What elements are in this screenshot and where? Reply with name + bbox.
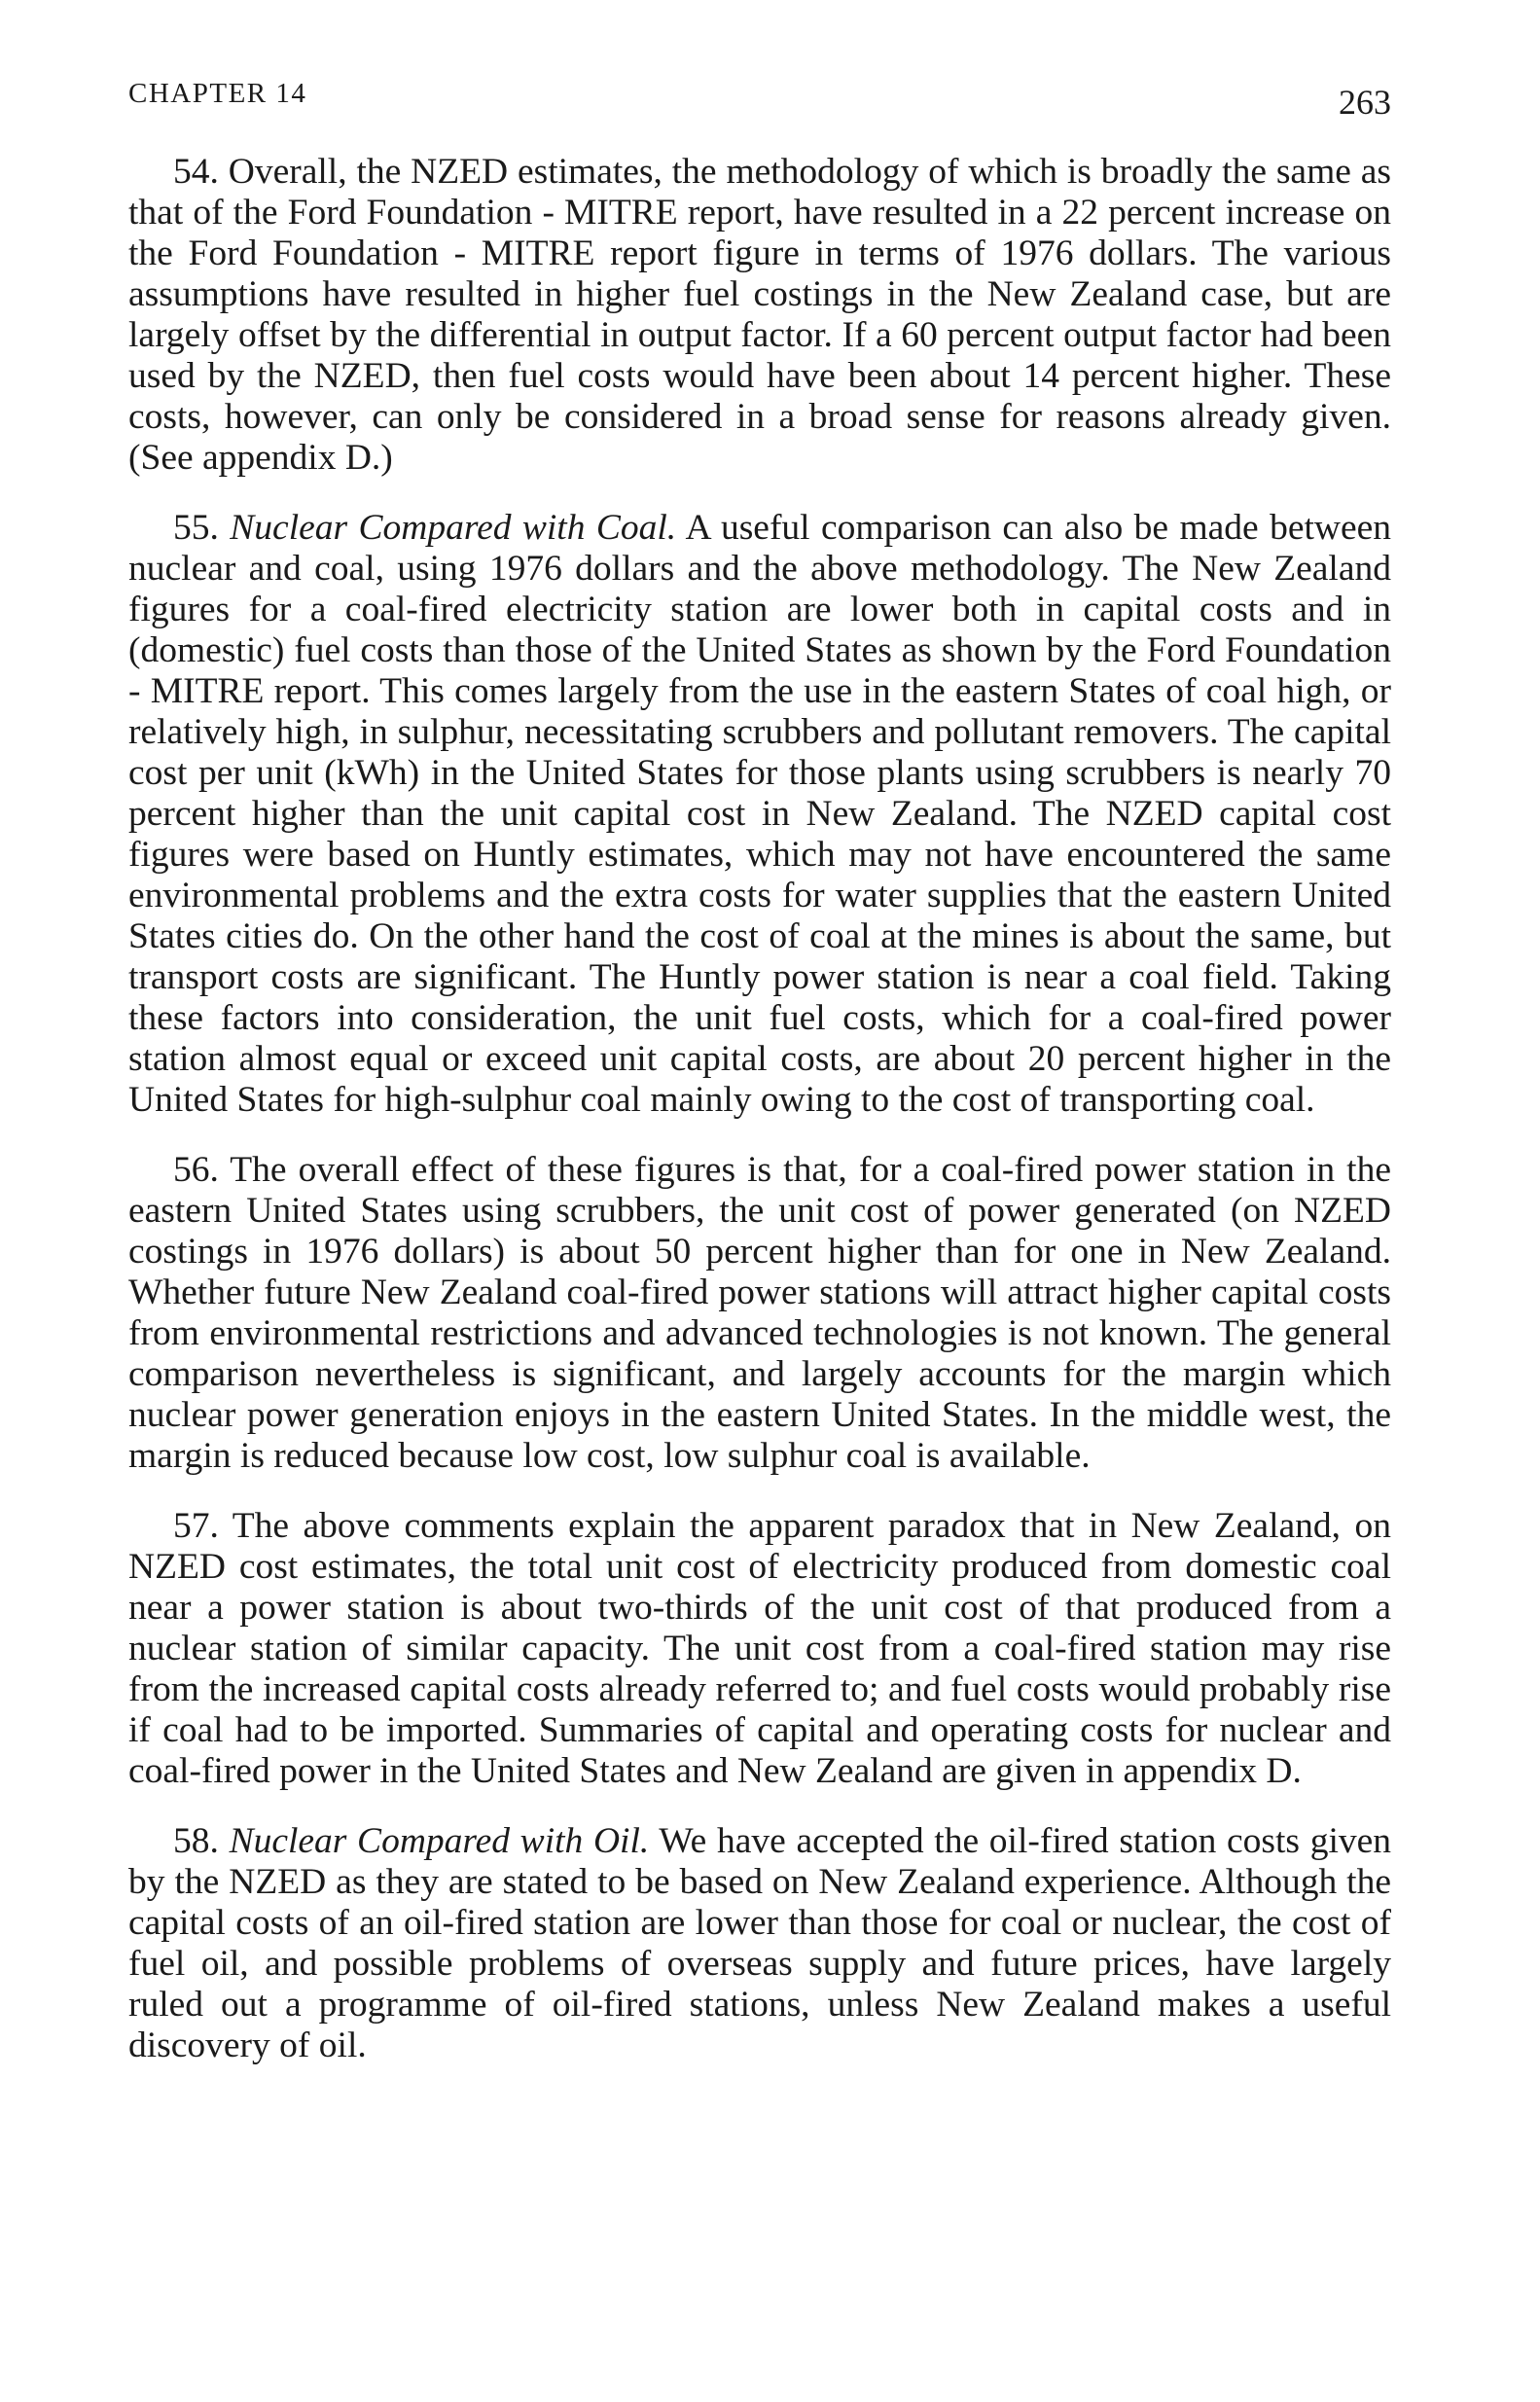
page-number: 263 <box>1339 83 1391 122</box>
paragraph-number: 58. <box>173 1821 219 1861</box>
paragraph-56 <box>128 1150 1391 1477</box>
paragraph-55 <box>128 508 1391 1121</box>
paragraph-number: 56. <box>173 1150 219 1190</box>
paragraph-text: Overall, the NZED estimates, the methodology of which is broadly the same as that of the Ford Foundation - MITRE report, have resulted in a 22 percent increase on the Ford Foundation - MITRE report figure in terms of 1976 dollars. The various assumptions have resulted in higher fuel costings in the New Zealand case, but are largely offset by the differential in output factor. If a 60 percent output factor had been used by the NZED, then fuel costs would have been about 14 percent higher. These costs, however, can only be considered in a broad sense for reasons already given. (See appendix D.) <box>128 152 1391 478</box>
paragraph-number: 57. <box>173 1506 219 1546</box>
paragraph-text: A useful comparison can also be made between nuclear and coal, using 1976 dollars and the above methodology. The New Zealand figures for a coal-fired electricity station are lower both in capital costs and in (domestic) fuel costs than those of the United States as shown by the Ford Foundation - MITRE report. This comes largely from the use in the eastern States of coal high, or relatively high, in sulphur, necessitating scrubbers and pollutant removers. The capital cost per unit (kWh) in the United States for those plants using scrubbers is nearly 70 percent higher than the unit capital cost in New Zealand. The NZED capital cost figures were based on Huntly estimates, which may not have encountered the same environmental problems and the extra costs for water supplies that the eastern United States cities do. On the other hand the cost of coal at the mines is about the same, but transport costs are significant. The Huntly power station is near a coal field. Taking these factors into consideration, the unit fuel costs, which for a coal-fired power station almost equal or exceed unit capital costs, are about 20 percent higher in the United States for high-sulphur coal mainly owing to the cost of transporting coal. <box>128 508 1391 1120</box>
paragraph-58 <box>128 1821 1391 2066</box>
chapter-label: CHAPTER 14 <box>128 78 307 109</box>
paragraph-heading: Nuclear Compared with Coal. <box>230 508 677 548</box>
paragraph-number: 55. <box>173 508 219 548</box>
paragraph-text: The overall effect of these figures is that, for a coal-fired power station in the eastern United States using scrubbers, the unit cost of power generated (on NZED costings in 1976 dollars) is about 50 percent higher than for one in New Zealand. Whether future New Zealand coal-fired power stations will attract higher capital costs from environmental restrictions and advanced technologies is not known. The general comparison nevertheless is significant, and largely accounts for the margin which nuclear power generation enjoys in the eastern United States. In the middle west, the margin is reduced because low cost, low sulphur coal is available. <box>128 1150 1391 1476</box>
paragraph-number: 54. <box>173 152 219 192</box>
paragraph-57 <box>128 1506 1391 1792</box>
paragraph-heading: Nuclear Compared with Oil. <box>229 1821 650 1861</box>
paragraph-text: We have accepted the oil-fired station costs given by the NZED as they are stated to be based on New Zealand experience. Although the capital costs of an oil-fired station are lower than those for coal or nuclear, the cost of fuel oil, and possible problems of overseas supply and future prices, have largely ruled out a programme of oil-fired stations, unless New Zealand makes a useful discovery of oil. <box>128 1821 1392 2065</box>
page-header <box>128 68 1391 126</box>
paragraph-text: The above comments explain the apparent paradox that in New Zealand, on NZED cost estimates, the total unit cost of electricity produced from domestic coal near a power station is about two-thirds of the unit cost of that produced from a nuclear station of similar capacity. The unit cost from a coal-fired station may rise from the increased capital costs already referred to; and fuel costs would probably rise if coal had to be imported. Summaries of capital and operating costs for nuclear and coal-fired power in the United States and New Zealand are given in appendix D. <box>128 1506 1392 1791</box>
document-page <box>128 68 1391 2096</box>
paragraph-54 <box>128 152 1391 479</box>
